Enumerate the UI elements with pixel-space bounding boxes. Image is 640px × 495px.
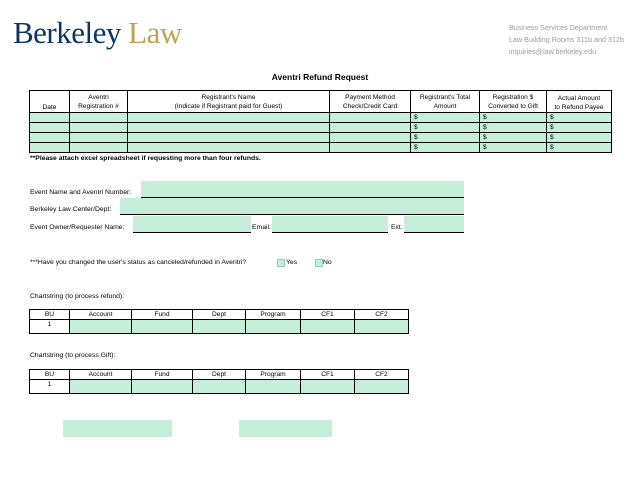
gift-amount-cell[interactable]: $ [480, 123, 547, 133]
date-cell[interactable] [30, 143, 70, 153]
owner-name-input[interactable] [133, 216, 251, 233]
registrant-name-cell[interactable] [128, 123, 330, 133]
refund-chartstring-label: Chartstring (to process refund): [30, 293, 125, 300]
registrant-name-cell[interactable] [128, 143, 330, 153]
yes-label: Yes [286, 259, 298, 266]
refund-amount-cell[interactable]: $ [547, 123, 612, 133]
chartstring-header [30, 370, 409, 380]
no-checkbox[interactable] [315, 259, 323, 267]
payment-method-cell[interactable] [330, 123, 411, 133]
bu-value: 1 [30, 320, 70, 334]
event-name-label: Event Name and Aventri Number: [30, 189, 132, 196]
col-dept: Dept [193, 370, 246, 380]
col-dept: Dept [193, 310, 246, 320]
dept-input[interactable] [193, 320, 246, 334]
table-row [30, 143, 612, 153]
gift-chartstring-table [29, 369, 409, 394]
gift-amount-cell[interactable]: $ [480, 133, 547, 143]
table-row [30, 133, 612, 143]
office-address: Law Building Rooms 311b and 312b [509, 35, 624, 44]
col-fund: Fund [132, 370, 193, 380]
col-total-amount: Registrant's Total Amount [411, 91, 480, 113]
registrant-name-cell[interactable] [128, 113, 330, 123]
program-input[interactable] [246, 320, 301, 334]
col-bu: BU [30, 370, 70, 380]
table-row [30, 123, 612, 133]
registration-number-cell[interactable] [70, 133, 128, 143]
account-input[interactable] [70, 380, 132, 394]
gift-amount-cell[interactable]: $ [480, 143, 547, 153]
registration-number-cell[interactable] [70, 113, 128, 123]
col-account: Account [70, 310, 132, 320]
submit-button[interactable] [63, 420, 172, 437]
refund-chartstring-table [29, 309, 409, 334]
refund-table [29, 90, 612, 153]
payment-method-cell[interactable] [330, 113, 411, 123]
table-row [30, 320, 409, 334]
form-title: Aventri Refund Request [271, 72, 369, 82]
total-amount-cell[interactable]: $ [411, 123, 480, 133]
cf1-input[interactable] [301, 380, 355, 394]
col-registrant-name: Registrant's Name (Indicate if Registrant paid for Guest) [128, 91, 330, 113]
contact-info [509, 22, 624, 58]
payment-method-cell[interactable] [330, 143, 411, 153]
col-payment-method: Payment Method Check/Credit Card [330, 91, 411, 113]
table-row [30, 380, 409, 394]
col-refund-amount: Actual Amount to Refund Payee [547, 91, 612, 113]
no-label: No [323, 259, 332, 266]
registration-number-cell[interactable] [70, 143, 128, 153]
col-program: Program [246, 370, 301, 380]
table-row [30, 113, 612, 123]
ext-label: Ext. [391, 224, 403, 231]
gift-chartstring-label: Chartstring (to process Gift): [30, 352, 116, 359]
col-fund: Fund [132, 310, 193, 320]
col-registration-number: Aventri Registration # [70, 91, 128, 113]
refund-table-header [30, 91, 612, 113]
fund-input[interactable] [132, 320, 193, 334]
col-converted-to-gift: Registration $ Converted to Gift [480, 91, 547, 113]
cf2-input[interactable] [355, 320, 409, 334]
total-amount-cell[interactable]: $ [411, 143, 480, 153]
dept-input[interactable] [193, 380, 246, 394]
refund-amount-cell[interactable]: $ [547, 133, 612, 143]
refund-amount-cell[interactable]: $ [547, 143, 612, 153]
owner-name-label: Event Owner/Requester Name: [30, 224, 125, 231]
bu-value: 1 [30, 380, 70, 394]
attachment-note: **Please attach excel spreadsheet if requesting more than four refunds. [30, 155, 261, 162]
berkeley-law-logo: Berkeley Law [13, 15, 182, 50]
program-input[interactable] [246, 380, 301, 394]
department-name: Business Services Department [509, 23, 608, 32]
status-question: ***Have you changed the user's status as canceled/refunded in Aventri? [30, 259, 247, 266]
gift-amount-cell[interactable]: $ [480, 113, 547, 123]
registration-number-cell[interactable] [70, 123, 128, 133]
event-name-input[interactable] [141, 181, 464, 198]
col-bu: BU [30, 310, 70, 320]
date-cell[interactable] [30, 133, 70, 143]
center-dept-input[interactable] [120, 198, 464, 215]
clear-button[interactable] [239, 420, 332, 437]
total-amount-cell[interactable]: $ [411, 113, 480, 123]
payment-method-cell[interactable] [330, 133, 411, 143]
cf2-input[interactable] [355, 380, 409, 394]
col-cf2: CF2 [355, 370, 409, 380]
ext-input[interactable] [404, 216, 464, 233]
registrant-name-cell[interactable] [128, 133, 330, 143]
account-input[interactable] [70, 320, 132, 334]
center-dept-label: Berkeley Law Center/Dept: [30, 206, 112, 213]
date-cell[interactable] [30, 123, 70, 133]
total-amount-cell[interactable]: $ [411, 133, 480, 143]
col-cf1: CF1 [301, 310, 355, 320]
col-cf1: CF1 [301, 370, 355, 380]
col-cf2: CF2 [355, 310, 409, 320]
refund-amount-cell[interactable]: $ [547, 113, 612, 123]
col-date: Date [30, 91, 70, 113]
fund-input[interactable] [132, 380, 193, 394]
email-label: Email: [252, 224, 271, 231]
col-program: Program [246, 310, 301, 320]
yes-checkbox[interactable] [277, 259, 285, 267]
email-input[interactable] [272, 216, 388, 233]
contact-email: inquiries@law.berkeley.edu [509, 47, 597, 56]
date-cell[interactable] [30, 113, 70, 123]
col-account: Account [70, 370, 132, 380]
chartstring-header [30, 310, 409, 320]
cf1-input[interactable] [301, 320, 355, 334]
